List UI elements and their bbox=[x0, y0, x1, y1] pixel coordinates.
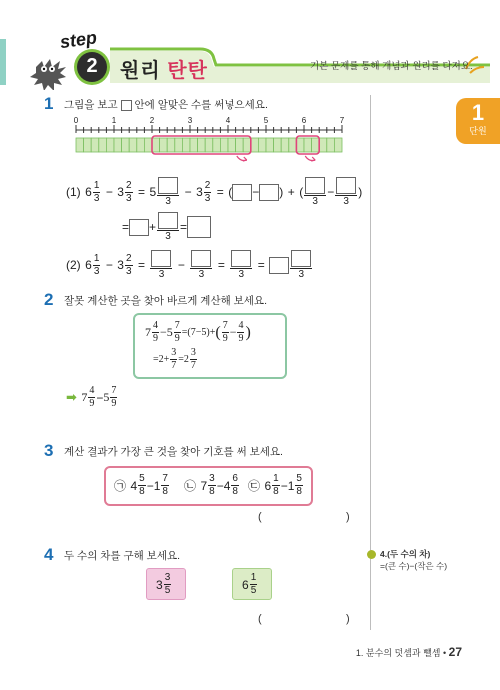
q1-part1-line1: (1) 6 $\frac{1}{3}$ − 3 $\frac{2}{3}$ = 5 3 − 3 $\frac{2}{3}$ = ( − ) + ( 3 − 3 ) bbox=[66, 177, 362, 207]
answer-box[interactable] bbox=[231, 250, 251, 267]
title-highlight: 탄탄 bbox=[167, 60, 208, 82]
q2-work-line1: 7 $\frac{4}{9}$ −5 $\frac{7}{9}$ =(7−5)+( $\frac{7}{9}$ − $\frac{4}{9}$ ) bbox=[145, 320, 251, 344]
answer-box[interactable] bbox=[336, 177, 356, 194]
number-line-label: 5 bbox=[263, 116, 269, 125]
answer-box[interactable] bbox=[187, 216, 211, 238]
q2-number: 2 bbox=[44, 290, 54, 309]
page-number: 27 bbox=[448, 645, 462, 659]
answer-box[interactable] bbox=[129, 219, 149, 236]
number-line-cell bbox=[213, 138, 221, 152]
q4-card-1: 3 $\frac{3}{5}$ bbox=[146, 568, 186, 600]
q2-instruction: 잘못 계산한 곳을 찾아 바르게 계산해 보세요. bbox=[64, 295, 267, 307]
answer-box-icon bbox=[121, 100, 132, 111]
note-bullet-icon bbox=[367, 550, 376, 559]
number-line-label: 1 bbox=[111, 116, 117, 125]
number-line-cell bbox=[167, 138, 175, 152]
number-line-cell bbox=[296, 138, 304, 152]
side-note-title: 4.(두 수의 차) bbox=[380, 549, 431, 559]
number-line-label: 6 bbox=[301, 116, 307, 125]
number-line-cell bbox=[258, 138, 266, 152]
number-line-label: 4 bbox=[225, 116, 231, 125]
number-line-cell bbox=[319, 138, 327, 152]
number-line-cell bbox=[243, 138, 251, 152]
unit-tab[interactable] bbox=[456, 98, 500, 144]
q3-answer-open: ( bbox=[258, 511, 262, 523]
number-line-cell bbox=[266, 138, 274, 152]
q1-part2-line: (2) 6 $\frac{1}{3}$ − 3 $\frac{2}{3}$ = 3 − 3 = 3 = 3 bbox=[66, 250, 313, 280]
number-line-cell bbox=[312, 138, 320, 152]
page-footer bbox=[356, 645, 462, 659]
number-line-cell bbox=[160, 138, 168, 152]
step-number: 2 bbox=[86, 55, 98, 77]
q3-option[interactable]: ㉠ 4 $\frac{5}{8}$ −1 $\frac{7}{8}$ bbox=[114, 473, 168, 497]
q1-part1-line2: = + 3 = bbox=[122, 212, 211, 242]
number-line-cell bbox=[228, 138, 236, 152]
arrow-right-icon: ➡ bbox=[66, 389, 77, 405]
footer-chapter: 1. 분수의 덧셈과 뺄셈 • bbox=[355, 648, 449, 658]
answer-box[interactable] bbox=[259, 184, 279, 201]
number-line-cell bbox=[251, 138, 259, 152]
number-line-label: 7 bbox=[339, 116, 345, 125]
q4-answer-field[interactable] bbox=[268, 610, 348, 628]
answer-box[interactable] bbox=[232, 184, 252, 201]
q4-number: 4 bbox=[44, 545, 54, 564]
q1-instruction: 그림을 보고 안에 알맞은 수를 써넣으세요. bbox=[64, 99, 268, 111]
page-subtitle: 기본 문제를 통해 개념과 원리를 다져요. bbox=[310, 61, 473, 72]
q3-options-box bbox=[104, 466, 313, 506]
q3-option[interactable]: ㉢ 6 $\frac{1}{8}$ −1 $\frac{5}{8}$ bbox=[248, 473, 302, 497]
answer-box[interactable] bbox=[158, 212, 178, 229]
number-line-label: 3 bbox=[187, 116, 193, 125]
q3-answer-field[interactable] bbox=[268, 508, 348, 526]
number-line-label: 2 bbox=[149, 116, 155, 125]
q4-answer-open: ( bbox=[258, 613, 262, 625]
arrow-head-icon bbox=[311, 157, 315, 161]
page-title: 원리 탄탄 bbox=[120, 60, 208, 82]
q2-answer-line[interactable]: ➡ 7 $\frac{4}{9}$ −5 $\frac{7}{9}$ bbox=[66, 385, 117, 409]
number-line-cell bbox=[84, 138, 92, 152]
number-line-cell bbox=[281, 138, 289, 152]
number-line-cell bbox=[122, 138, 130, 152]
number-line-cell bbox=[144, 138, 152, 152]
number-line-cell bbox=[76, 138, 84, 152]
q3-instruction: 계산 결과가 가장 큰 것을 찾아 기호를 써 보세요. bbox=[64, 446, 283, 458]
number-line-cell bbox=[106, 138, 114, 152]
number-line-cell bbox=[327, 138, 335, 152]
number-line-cell bbox=[114, 138, 122, 152]
number-line-cell bbox=[334, 138, 342, 152]
number-line-cell bbox=[182, 138, 190, 152]
unit-number: 1 bbox=[471, 100, 485, 125]
number-line-cell bbox=[205, 138, 213, 152]
unit-label: 단원 bbox=[469, 126, 487, 136]
q4-card-2: 6 $\frac{1}{5}$ bbox=[232, 568, 272, 600]
number-line-cell bbox=[198, 138, 206, 152]
number-line-cell bbox=[129, 138, 137, 152]
number-line-cell bbox=[236, 138, 244, 152]
number-line-cell bbox=[274, 138, 282, 152]
q4-instruction: 두 수의 차를 구해 보세요. bbox=[64, 550, 181, 562]
q3-number: 3 bbox=[44, 441, 54, 460]
answer-box[interactable] bbox=[291, 250, 311, 267]
side-note bbox=[380, 548, 447, 572]
number-line-cell bbox=[304, 138, 312, 152]
number-line-cell bbox=[99, 138, 107, 152]
q4-answer-close: ) bbox=[346, 613, 350, 625]
answer-box[interactable] bbox=[269, 257, 289, 274]
answer-box[interactable] bbox=[191, 250, 211, 267]
number-line-cell bbox=[220, 138, 228, 152]
number-line-cell bbox=[190, 138, 198, 152]
q1-number: 1 bbox=[44, 94, 54, 113]
step-label: step bbox=[58, 27, 99, 53]
answer-box[interactable] bbox=[158, 177, 178, 194]
number-line-cell bbox=[289, 138, 297, 152]
arrow-head-icon bbox=[243, 157, 247, 161]
q2-wrong-work-box bbox=[133, 313, 287, 379]
number-line-cell bbox=[137, 138, 145, 152]
side-note-body: =(큰 수)−(작은 수) bbox=[380, 561, 448, 571]
number-line-cell bbox=[152, 138, 160, 152]
number-line bbox=[70, 116, 360, 170]
q3-answer-close: ) bbox=[346, 511, 350, 523]
number-line-label: 0 bbox=[73, 116, 79, 125]
q2-work-line2: =2+ $\frac{3}{7}$ =2 $\frac{3}{7}$ bbox=[153, 347, 196, 371]
q3-option[interactable]: ㉡ 7 $\frac{3}{8}$ −4 $\frac{6}{8}$ bbox=[184, 473, 238, 497]
answer-box[interactable] bbox=[305, 177, 325, 194]
number-line-cell bbox=[175, 138, 183, 152]
number-line-cell bbox=[91, 138, 99, 152]
answer-box[interactable] bbox=[151, 250, 171, 267]
